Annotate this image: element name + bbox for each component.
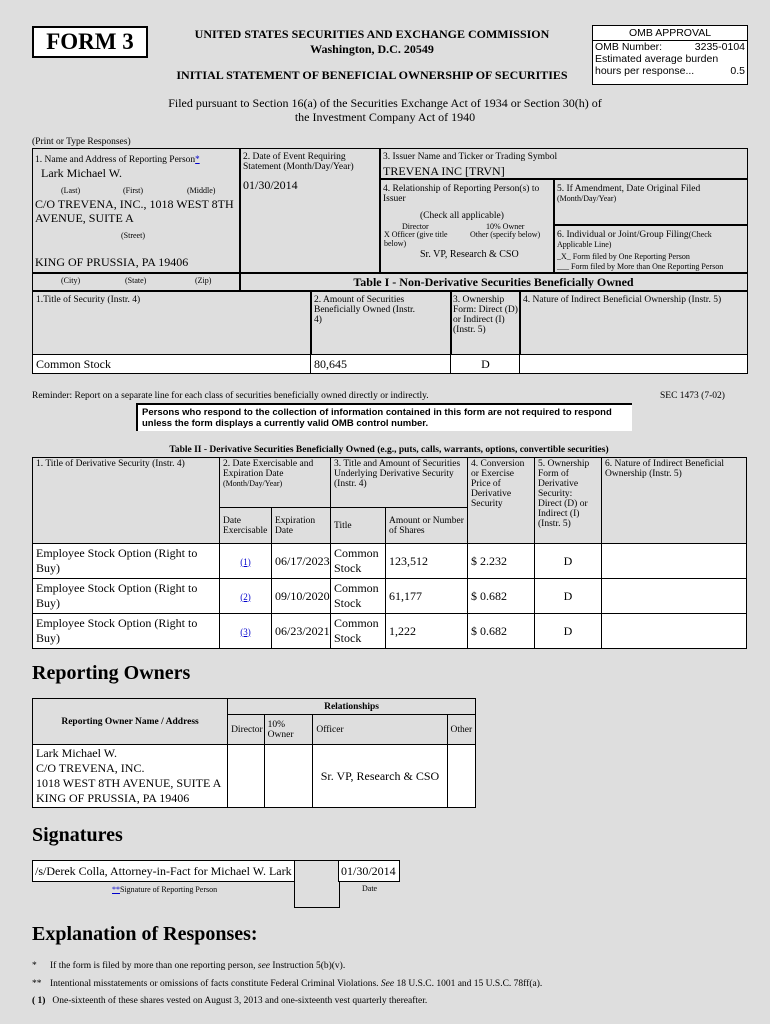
table-row xyxy=(33,614,747,649)
form-title: INITIAL STATEMENT OF BENEFICIAL OWNERSHIP OF SECURITIES xyxy=(176,68,568,82)
title-header: Title xyxy=(331,508,386,544)
note-2-mark: ** xyxy=(32,979,42,989)
omb-hours: 0.5 xyxy=(730,65,745,77)
filing-option-one[interactable]: _X_ Form filed by One Reporting Person xyxy=(557,252,690,261)
footnote-star-link[interactable]: * xyxy=(195,154,200,164)
other-checkbox-label[interactable]: Other (specify below) xyxy=(470,230,541,239)
table-row xyxy=(33,745,476,808)
omb-number-label: OMB Number: xyxy=(595,41,663,53)
omb-warning xyxy=(136,403,632,431)
director-header: Director xyxy=(228,715,265,745)
footnote-3-link[interactable]: (3) xyxy=(240,626,251,637)
reporting-owners-heading: Reporting Owners xyxy=(32,662,191,684)
signature-text: /s/Derek Colla, Attorney-in-Fact for Michael W. Lark xyxy=(35,864,292,878)
note-2-text-b: 18 U.S.C. 1001 and 15 U.S.C. 78ff(a). xyxy=(396,979,543,989)
table-row xyxy=(33,544,747,579)
sec-number: SEC 1473 (7-02) xyxy=(660,391,725,401)
box3-issuer xyxy=(379,148,748,180)
reporting-person-name: Lark Michael W. xyxy=(41,166,122,180)
table1-col4-header: 4. Nature of Indirect Beneficial Ownership (Instr. 5) xyxy=(523,295,722,305)
box6-label: 6. Individual or Joint/Group Filing xyxy=(557,230,689,240)
signature-date: 01/30/2014 xyxy=(341,864,396,878)
expiration-date: 09/10/2020 xyxy=(272,579,331,614)
city-state-zip-row xyxy=(32,272,241,292)
amount-header: Amount or Number of Shares xyxy=(386,508,468,544)
middle-label: (Middle) xyxy=(187,186,216,195)
box5-sublabel: (Month/Day/Year) xyxy=(557,194,617,203)
table1-col1-header: 1.Title of Security (Instr. 4) xyxy=(36,295,141,305)
box4-relationship xyxy=(379,178,555,274)
table2-title: Table II - Derivative Securities Beneficially Owned (e.g., puts, calls, warrants, options, convertible securities) xyxy=(169,445,609,455)
box2-label: 2. Date of Event Requiring Statement (Month/Day/Year) xyxy=(243,152,354,172)
expiration-date: 06/17/2023 xyxy=(272,544,331,579)
note-3-text: One-sixteenth of these shares vested on August 3, 2013 and one-sixteenth vest quarterly thereafter. xyxy=(52,996,428,1006)
filed-pursuant-line2: the Investment Company Act of 1940 xyxy=(294,110,476,124)
zip-label: (Zip) xyxy=(195,276,212,285)
box1-label: 1. Name and Address of Reporting Person xyxy=(35,155,196,165)
street-label: (Street) xyxy=(121,231,145,240)
check-all-applicable: (Check all applicable) xyxy=(420,211,504,221)
officer-checkbox-label[interactable]: X Officer (give title below) xyxy=(384,230,448,248)
footnote-1-link[interactable]: (1) xyxy=(240,556,251,567)
table1-amount: 80,645 xyxy=(314,357,347,371)
owner-line-name: Lark Michael W. xyxy=(36,746,117,760)
underlying-title: Common Stock xyxy=(331,579,386,614)
table1-security-title: Common Stock xyxy=(36,357,112,371)
reminder-text: Reminder: Report on a separate line for each class of securities beneficially owned directly or indirectly. xyxy=(32,391,429,401)
expiration-date-header: Expiration Date xyxy=(272,508,331,544)
ownership-form: D xyxy=(535,614,602,649)
exercise-price: $ 2.232 xyxy=(468,544,535,579)
exercise-price: $ 0.682 xyxy=(468,614,535,649)
table1-title: Table I - Non-Derivative Securities Beneficially Owned xyxy=(353,275,634,289)
owner-line-company: C/O TREVENA, INC. xyxy=(36,761,145,775)
event-date: 01/30/2014 xyxy=(243,178,298,192)
filed-pursuant-line1: Filed pursuant to Section 16(a) of the Securities Exchange Act of 1934 or Section 30(h) of xyxy=(168,96,602,110)
agency-name: UNITED STATES SECURITIES AND EXCHANGE COMMISSION xyxy=(194,27,550,41)
ownership-form: D xyxy=(535,544,602,579)
date-exercisable-header: Date Exercisable xyxy=(220,508,272,544)
derivative-security: Employee Stock Option (Right to Buy) xyxy=(33,579,220,614)
omb-approval-box xyxy=(592,25,748,85)
box6-sublabel: (Check Applicable Line) xyxy=(557,230,712,249)
officer-title: Sr. VP, Research & CSO xyxy=(420,249,519,260)
omb-number: 3235-0104 xyxy=(694,41,745,53)
table1-title-cell xyxy=(239,272,748,292)
footnote-double-star-link[interactable]: ** xyxy=(112,885,120,894)
box1-reporting-person xyxy=(32,148,241,274)
explanation-heading: Explanation of Responses: xyxy=(32,923,258,945)
expiration-date: 06/23/2021 xyxy=(272,614,331,649)
footnote-2-link[interactable]: (2) xyxy=(240,591,251,602)
agency-location: Washington, D.C. 20549 xyxy=(310,42,434,56)
table2-col2-header: 2. Date Exercisable and Expiration Date xyxy=(223,459,314,479)
note-1-text-a: If the form is filed by more than one reporting person, xyxy=(50,961,256,971)
note-1-see: see xyxy=(257,961,271,971)
box3-label: 3. Issuer Name and Ticker or Trading Symbol xyxy=(383,152,558,162)
last-label: (Last) xyxy=(61,186,81,195)
underlying-amount: 61,177 xyxy=(386,579,468,614)
print-note: (Print or Type Responses) xyxy=(32,137,131,147)
ten-percent-label: 10% Owner xyxy=(486,222,525,231)
form-number: FORM 3 xyxy=(32,26,148,58)
state-label: (State) xyxy=(125,276,147,285)
note-3-mark: ( 1) xyxy=(32,996,46,1006)
derivative-security: Employee Stock Option (Right to Buy) xyxy=(33,544,220,579)
note-2-see: See xyxy=(380,979,395,989)
owner-line-city: KING OF PRUSSIA, PA 19406 xyxy=(36,791,190,805)
table2-col1-header: 1. Title of Derivative Security (Instr. 4) xyxy=(33,458,220,544)
street-line1: C/O TREVENA, INC., 1018 WEST 8TH xyxy=(35,197,234,211)
table2-col5-header: 5. Ownership Form of Derivative Security: Direct (D) or Indirect (I) (Instr. 5) xyxy=(535,458,602,544)
officer-header: Officer xyxy=(313,715,447,745)
date-box xyxy=(338,860,400,882)
note-1-mark: * xyxy=(32,961,37,971)
omb-hours-label: hours per response... xyxy=(595,65,695,77)
relationships-header: Relationships xyxy=(228,699,476,715)
table2-col6-header: 6. Nature of Indirect Beneficial Ownership (Instr. 5) xyxy=(602,458,747,544)
warning-line1: Persons who respond to the collection of information contained in this form are not required to respond xyxy=(142,407,612,418)
box5-amendment xyxy=(553,178,748,226)
ownership-form: D xyxy=(535,579,602,614)
exercise-price: $ 0.682 xyxy=(468,579,535,614)
table1-col3-header: 3. Ownership Form: Direct (D) or Indirect (I) (Instr. 5) xyxy=(453,295,518,335)
city-line: KING OF PRUSSIA, PA 19406 xyxy=(35,255,189,269)
city-label: (City) xyxy=(61,276,81,285)
table1-nature xyxy=(520,355,747,359)
owner-line-street: 1018 WEST 8TH AVENUE, SUITE A xyxy=(36,776,222,790)
derivative-security: Employee Stock Option (Right to Buy) xyxy=(33,614,220,649)
street-line2: AVENUE, SUITE A xyxy=(35,211,134,225)
note-2-text-a: Intentional misstatements or omissions of facts constitute Federal Criminal Violations. xyxy=(50,979,379,989)
underlying-amount: 123,512 xyxy=(386,544,468,579)
box2-event-date xyxy=(239,148,381,274)
filing-option-more[interactable]: ___ Form filed by More than One Reporting Person xyxy=(557,262,724,271)
box6-filing xyxy=(553,224,748,274)
signatures-heading: Signatures xyxy=(32,824,123,846)
table2-col2-sub: (Month/Day/Year) xyxy=(223,479,283,488)
underlying-title: Common Stock xyxy=(331,544,386,579)
table2 xyxy=(32,457,747,649)
underlying-amount: 1,222 xyxy=(386,614,468,649)
omb-burden-label: Estimated average burden xyxy=(595,53,719,65)
table2-col3-header: 3. Title and Amount of Securities Underlying Derivative Security (Instr. 4) xyxy=(331,458,468,508)
table-row xyxy=(33,579,747,614)
date-label: Date xyxy=(362,884,378,893)
box5-label: 5. If Amendment, Date Original Filed xyxy=(557,184,701,194)
box4-label: 4. Relationship of Reporting Person(s) to Issuer xyxy=(383,184,540,204)
warning-line2: unless the form displays a currently valid OMB control number. xyxy=(142,418,429,429)
table2-col4-header: 4. Conversion or Exercise Price of Derivative Security xyxy=(468,458,535,544)
table1-col2-header: 2. Amount of Securities Beneficially Owned (Instr. 4) xyxy=(314,295,416,325)
other-header: Other xyxy=(447,715,476,745)
table1-ownership-form: D xyxy=(481,357,490,371)
owner-name-header: Reporting Owner Name / Address xyxy=(33,699,228,745)
omb-title: OMB APPROVAL xyxy=(593,26,747,41)
signature-box xyxy=(32,860,296,882)
owner-officer-title: Sr. VP, Research & CSO xyxy=(313,745,447,808)
signature-label: Signature of Reporting Person xyxy=(120,885,218,894)
signature-spacer xyxy=(294,860,340,908)
reporting-owners-table xyxy=(32,698,476,808)
note-1-text-b: Instruction 5(b)(v). xyxy=(272,961,346,971)
director-label: Director xyxy=(402,222,429,231)
ten-pct-header: 10% Owner xyxy=(264,715,313,745)
reporting-info-section xyxy=(32,148,746,272)
first-label: (First) xyxy=(123,186,143,195)
underlying-title: Common Stock xyxy=(331,614,386,649)
issuer-name: TREVENA INC [TRVN] xyxy=(383,164,505,178)
